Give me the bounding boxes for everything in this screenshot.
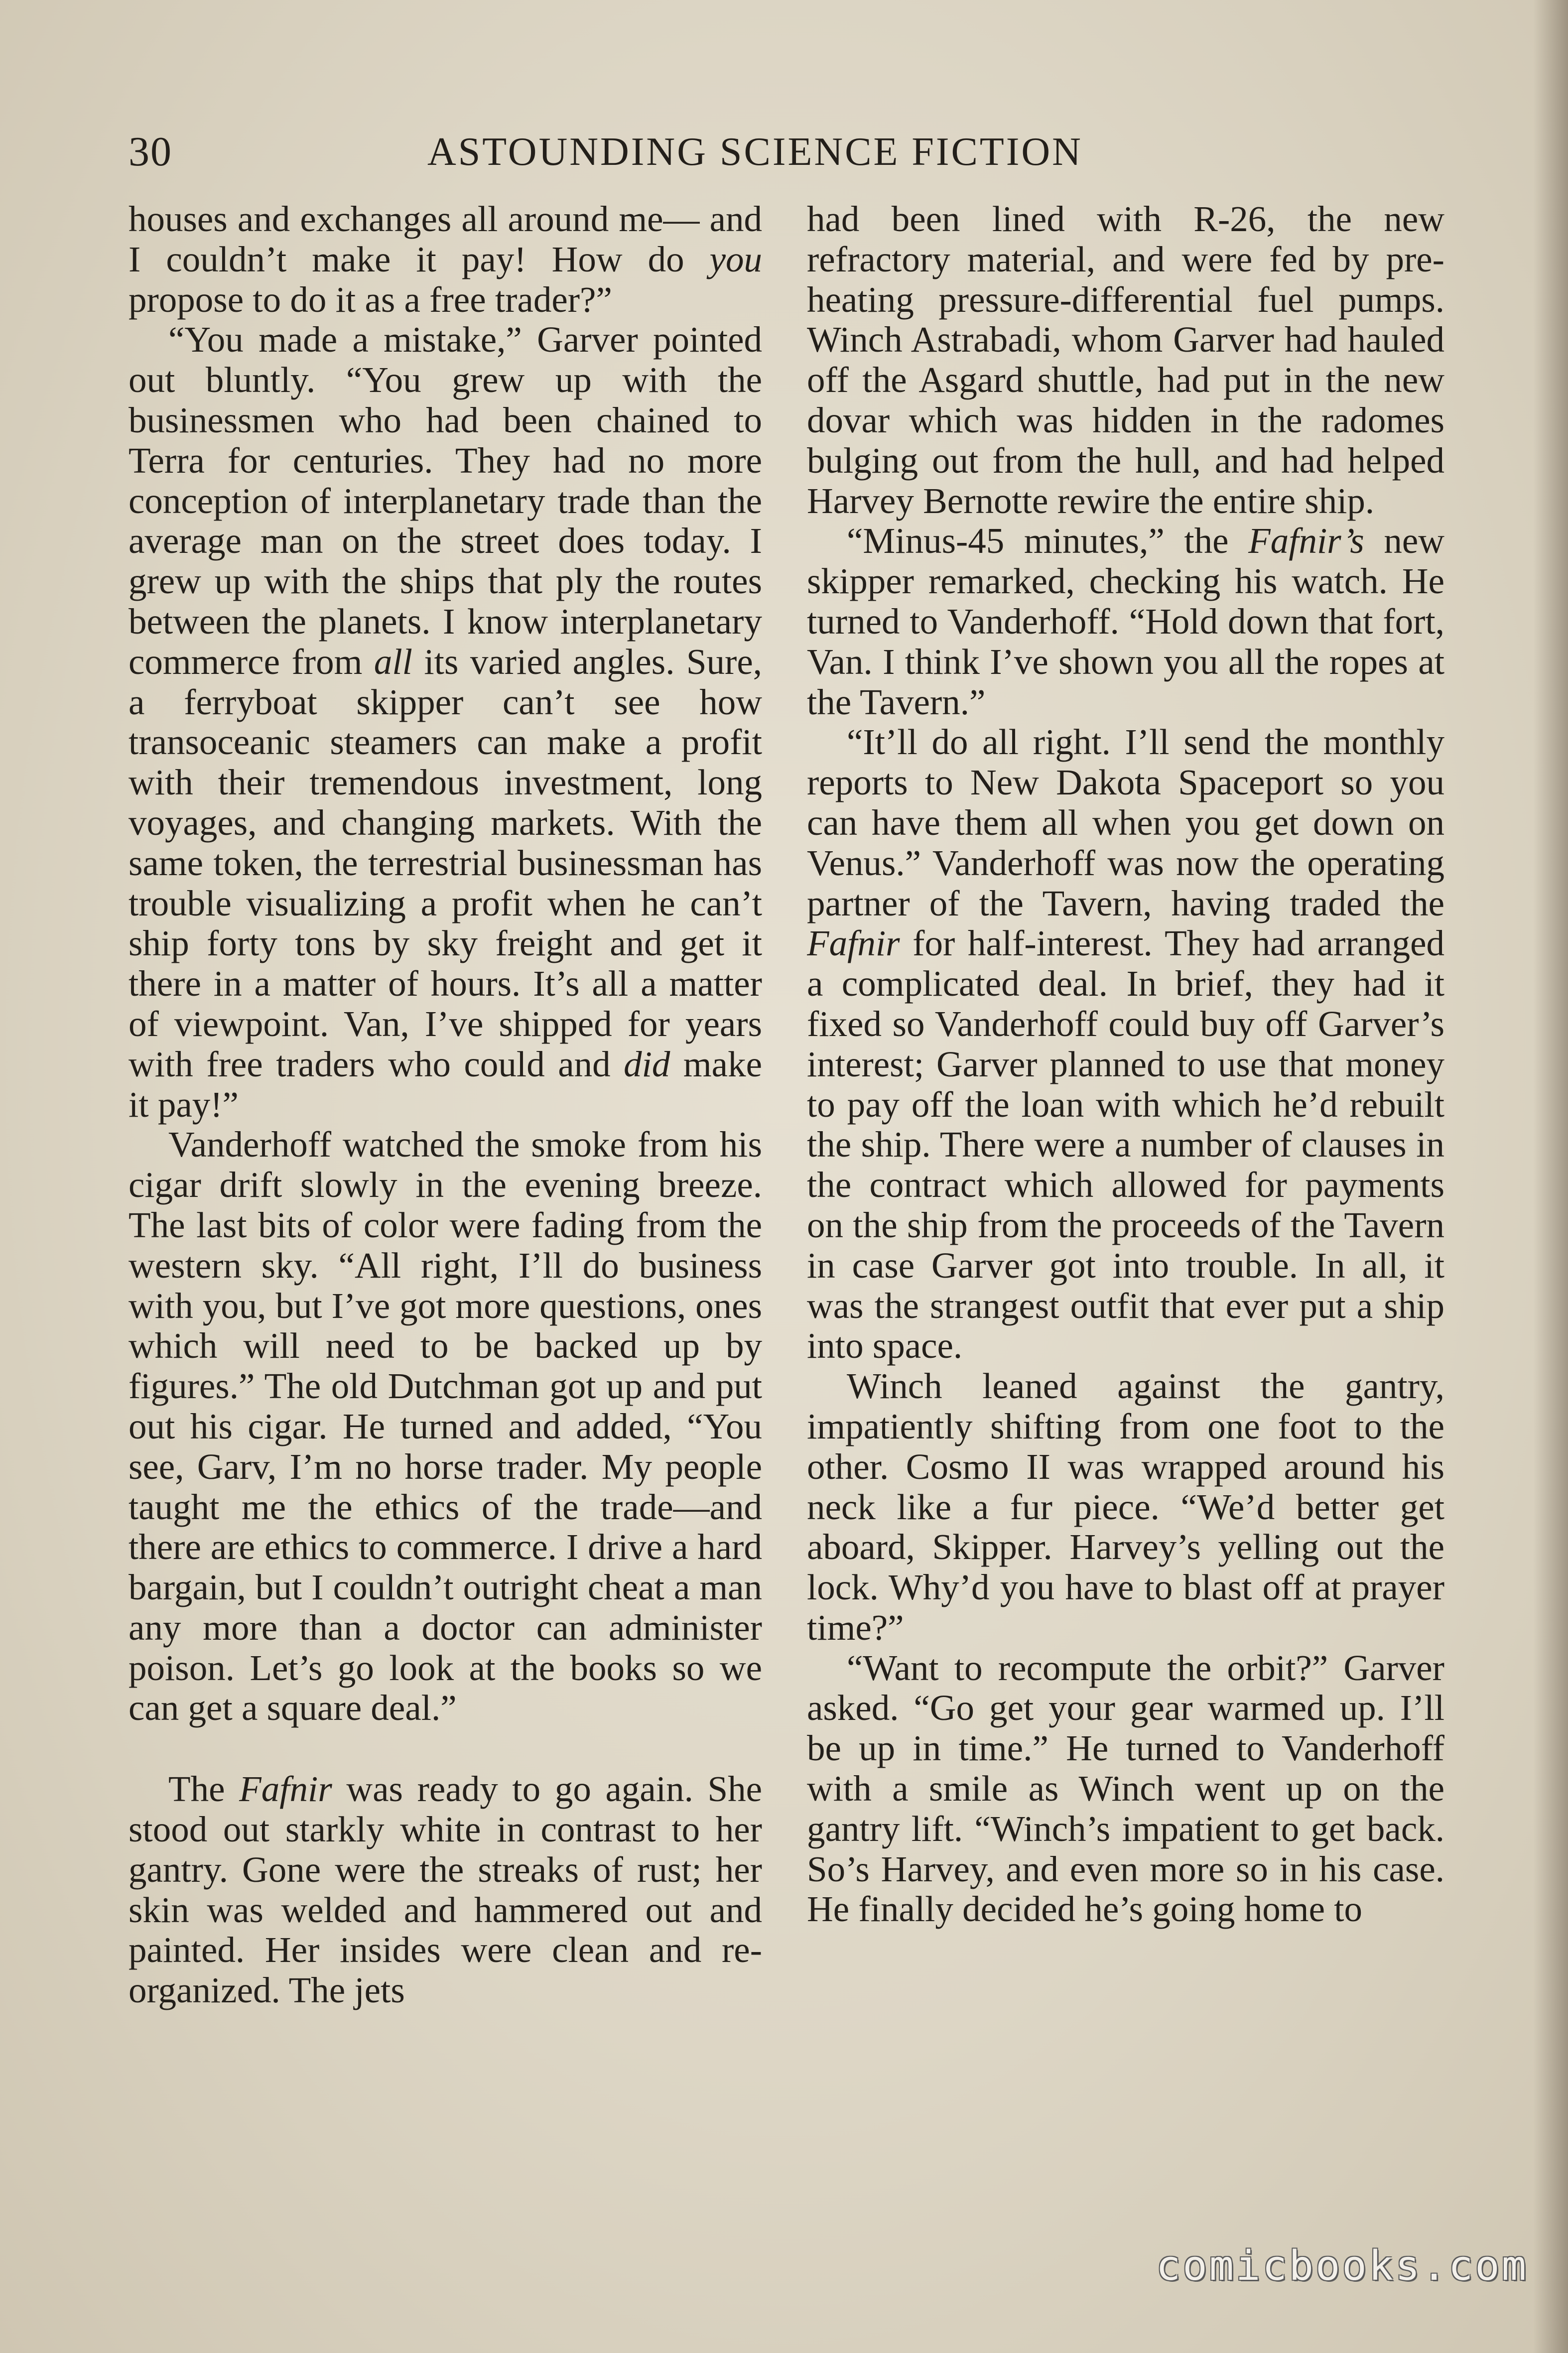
body-paragraph: Winch leaned against the gantry, impatiently shifting from one foot to the other. Cosmo II was wrapped around his neck like a fur piece. “We’d better get aboard, Skipper. Harvey’s yelling out the lock. Why’d you have to blast off at prayer time?” (807, 1366, 1444, 1648)
body-paragraph: “Want to recompute the orbit?” Garver asked. “Go get your gear warmed up. I’ll be up in time.” He turned to Vanderhoff with a smile as Winch went up on the gantry lift. “Winch’s impatient to get back. So’s Harvey, and even more so in his case. He finally decided he’s going home to (807, 1647, 1444, 1930)
body-paragraph: “Minus-45 minutes,” the Fafnir’s new skipper remarked, checking his watch. He turned to Vanderhoff. “Hold down that fort, Van. I think I’ve shown you all the ropes at the Tavern.” (807, 521, 1444, 722)
page-edge-shadow (1533, 0, 1568, 2353)
running-header (129, 125, 1443, 184)
body-paragraph: “It’ll do all right. I’ll send the monthly reports to New Dakota Spaceport so you can have them all when you get down on Venus.” Vanderhoff was now the operating partner of the Tavern, having traded the Fafnir for half-interest. They had arranged a complicated deal. In brief, they had it fixed so Vanderhoff could buy off Garver’s interest; Garver planned to use that money to pay off the loan with which he’d rebuilt the ship. There were a number of clauses in the contract which allowed for payments on the ship from the proceeds of the Tavern in case Garver got into trouble. In all, it was the strangest outfit that ever put a ship into space. (807, 722, 1444, 1366)
body-paragraph: The Fafnir was ready to go again. She stood out starkly white in contrast to her gantry. Gone were the streaks of rust; her skin was welded and hammered out and painted. Her insides were clean and re-organized. The jets (129, 1769, 762, 2011)
left-text-column (129, 199, 762, 2222)
page-number: 30 (129, 129, 172, 175)
body-paragraph: “You made a mistake,” Garver pointed out bluntly. “You grew up with the businessmen who had been chained to Terra for centuries. They had no more conception of interplanetary trade than the average man on the street does today. I grew up with the ships that ply the routes between the planets. I know interplanetary commerce from all its varied angles. Sure, a ferryboat skipper can’t see how transoceanic steamers can make a profit with their tremendous investment, long voyages, and changing markets. With the same token, the terrestrial businessman has trouble visualizing a profit when he can’t ship forty tons by sky freight and get it there in a matter of hours. It’s all a matter of viewpoint. Van, I’ve shipped for years with free traders who could and did make it pay!” (129, 319, 762, 1125)
body-paragraph: houses and exchanges all around me— and I couldn’t make it pay! How do you propose to do it as a free trader?” (129, 199, 762, 320)
body-paragraph: Vanderhoff watched the smoke from his cigar drift slowly in the evening breeze. The last bits of color were fading from the western sky. “All right, I’ll do business with you, but I’ve got more questions, ones which will need to be backed up by figures.” The old Dutchman got up and put out his cigar. He turned and added, “You see, Garv, I’m no horse trader. My people taught me the ethics of the trade—and there are ethics to commerce. I drive a hard bargain, but I couldn’t outright cheat a man any more than a doctor can administer poison. Let’s go look at the books so we can get a square deal.” (129, 1124, 762, 1728)
site-watermark: comicbooks.com (1156, 2242, 1528, 2290)
body-paragraph: had been lined with R-26, the new refractory material, and were fed by pre-heating pressure-differential fuel pumps. Winch Astrabadi, whom Garver had hauled off the Asgard shuttle, had put in the new dovar which was hidden in the radomes bulging out from the hull, and had helped Harvey Bernotte rewire the entire ship. (807, 199, 1444, 521)
right-text-column (807, 199, 1444, 2222)
running-title: ASTOUNDING SCIENCE FICTION (427, 130, 1083, 174)
